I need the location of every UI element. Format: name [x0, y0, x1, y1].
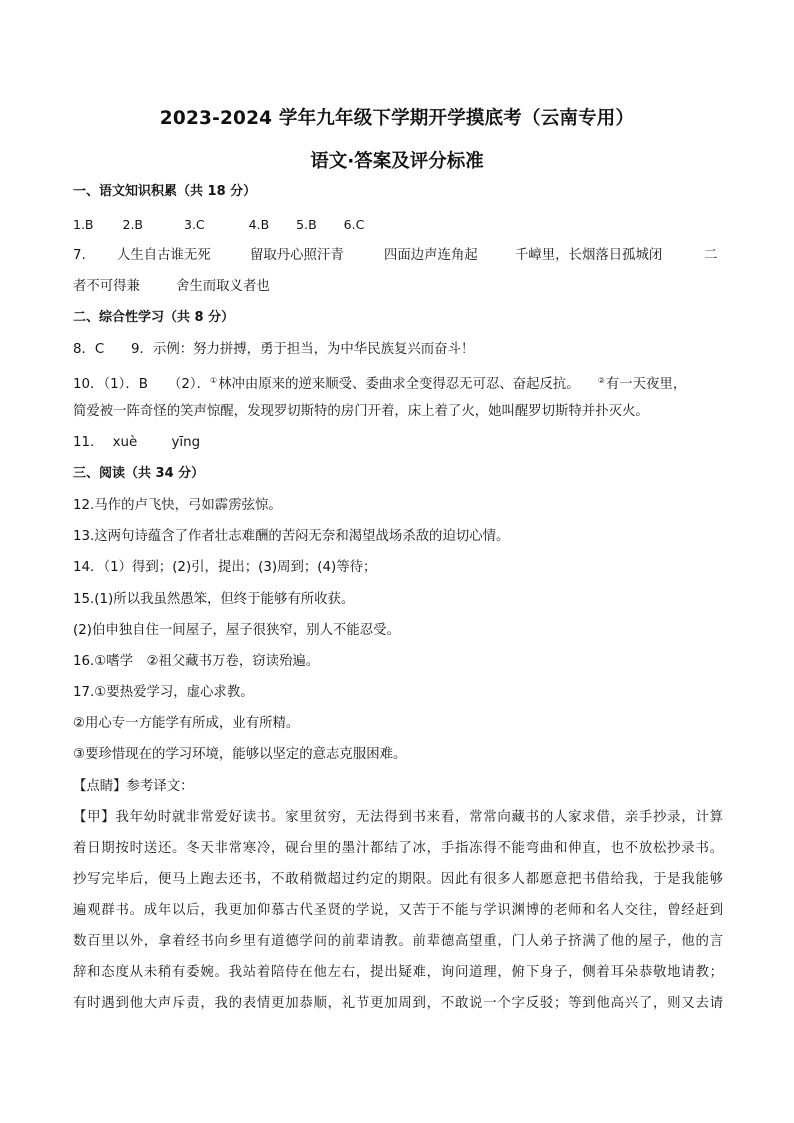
q10-prefix: 10．（1）．B （2）． [73, 377, 210, 392]
q10-answer-continued: 简爱被一阵奇怪的笑声惊醒，发现罗切斯特的房门开着，床上着了火，她叫醒罗切斯特并扑灭火。 [73, 404, 649, 419]
q7-answer: 四面边声连角起 [384, 248, 478, 263]
q7-label: 7. [73, 248, 86, 263]
translation-line: 【甲】我年幼时就非常爱好读书。家里贫穷，无法得到书来看，常常向藏书的人家求借，亲手抄录，计算 [73, 810, 723, 825]
translation-line: 抄写完毕后，便马上跑去还书，不敢稍微超过约定的期限。因此有很多人都愿意把书借给我，于是我能够 [73, 872, 723, 887]
section-heading-reading: 三、阅读（共 34 分） [73, 466, 205, 481]
q7-answer: 千嶂里，长烟落日孤城闭 [515, 248, 663, 263]
choice-answer: 2.B [122, 217, 144, 232]
page-subtitle: 语文·答案及评分标准 [310, 151, 484, 172]
translation-line: 有时遇到他大声斥责，我的表情更加恭顺，礼节更加周到，不敢说一个字反驳；等到他高兴了，则又去请 [73, 996, 723, 1011]
q13-answer: 13.这两句诗蕴含了作者壮志难酬的苦闷无奈和渴望战场杀敌的迫切心情。 [73, 529, 510, 544]
q7-answer: 舍生而取义者也 [176, 279, 270, 294]
q7-answer: 人生自古谁无死 [117, 248, 211, 263]
q8-q9-answer: 8．C 9．示例：努力拼搏，勇于担当，为中华民族复兴而奋斗！ [73, 342, 475, 357]
q7-answer: 者不可得兼 [73, 279, 140, 294]
choice-answer: 1.B [73, 217, 94, 232]
translation-line: 辞和态度从未稍有委婉。我站着陪侍在他左右，提出疑难，询问道理，俯下身子，侧着耳朵恭敬地请教； [73, 965, 723, 980]
section-heading-knowledge: 一、语文知识积累（共 18 分） [73, 184, 257, 199]
q7-answer: 留取丹心照汗青 [250, 248, 344, 263]
q17-answer: 17.①要热爱学习，虚心求教。 [73, 685, 254, 700]
pinyin-answer: yīng [171, 435, 201, 450]
q15-answer: 15.(1)所以我虽然愚笨，但终于能够有所收获。 [73, 592, 355, 607]
q10-text: 有一天夜里， [605, 377, 687, 392]
q11-label: 11. [73, 435, 95, 450]
choice-answers-row [73, 215, 364, 235]
circled-number: ① [209, 376, 218, 385]
choice-answer: 5.B [296, 217, 317, 232]
choice-answer: 6.C [343, 217, 365, 232]
q14-answer: 14．（1）得到；(2)引，提出；(3)周到；(4)等待； [73, 560, 377, 575]
choice-answer: 4.B [248, 217, 270, 232]
pinyin-answer: xuè [112, 435, 138, 450]
q11-answer [73, 433, 200, 453]
q12-answer: 12.马作的卢飞快，弓如霹雳弦惊。 [73, 498, 282, 513]
q16-answer: 16.①嗜学 ②祖父藏书万卷，窃读殆遍。 [73, 654, 320, 669]
section-heading-comprehensive: 二、综合性学习（共 8 分） [73, 310, 235, 325]
q10-answer [73, 371, 686, 395]
q17-answer: ②用心专一方能学有所成，业有所精。 [73, 716, 300, 731]
q15-answer: (2)伯申独自住一间屋子，屋子很狭窄，别人不能忍受。 [73, 623, 400, 638]
page-title: 2023-2024 学年九年级下学期开学摸底考（云南专用） [159, 108, 635, 129]
choice-answer: 3.C [184, 217, 205, 232]
circled-number: ② [597, 376, 605, 385]
translation-line: 遍观群书。成年以后，我更加仰慕古代圣贤的学说，又苦于不能与学识渊博的老师和名人交往，曾经赶到 [73, 903, 723, 918]
translation-line: 着日期按时送还。冬天非常寒冷，砚台里的墨汁都结了冰，手指冻得不能弯曲和伸直，也不放松抄录书。 [73, 841, 723, 856]
q17-answer: ③要珍惜现在的学习环境，能够以坚定的意志克服困难。 [73, 747, 407, 762]
translation-line: 数百里以外，拿着经书向乡里有道德学问的前辈请教。前辈德高望重，门人弟子挤满了他的屋子，他的言 [73, 934, 723, 949]
q10-text: 林冲由原来的逆来顺受、委曲求全变得忍无可忍、奋起反抗。 [218, 377, 580, 392]
q7-answer: 二 [704, 248, 718, 263]
note-heading: 【点睛】参考译文： [73, 779, 194, 794]
